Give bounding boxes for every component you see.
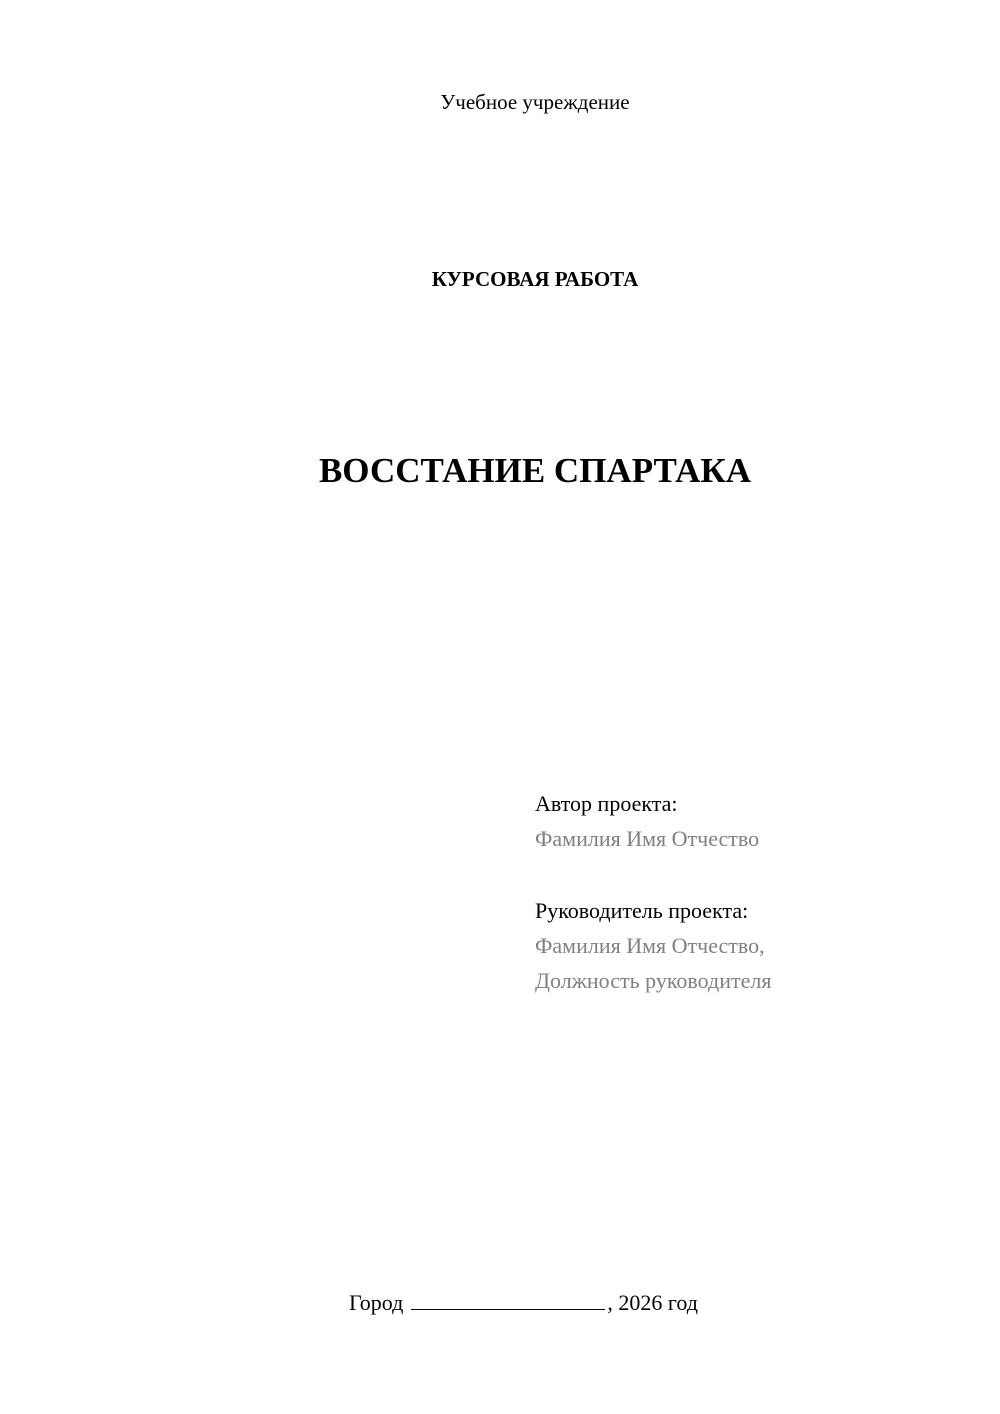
document-title: ВОССТАНИЕ СПАРТАКА — [318, 451, 752, 490]
spacer — [535, 856, 975, 893]
document-type: КУРСОВАЯ РАБОТА — [431, 267, 639, 291]
city-blank-underline — [411, 1289, 605, 1310]
project-info-block — [535, 786, 975, 998]
supervisor-label: Руководитель проекта: — [535, 898, 749, 923]
supervisor-name: Фамилия Имя Отчество, — [535, 933, 765, 958]
city-year-line — [349, 1289, 698, 1316]
year-text: , 2026 год — [607, 1290, 698, 1315]
city-label: Город — [349, 1290, 404, 1315]
author-name: Фамилия Имя Отчество — [535, 826, 760, 851]
supervisor-position: Должность руководителя — [535, 968, 772, 993]
author-label: Автор проекта: — [535, 791, 678, 816]
institution-name: Учебное учреждение — [440, 90, 630, 114]
